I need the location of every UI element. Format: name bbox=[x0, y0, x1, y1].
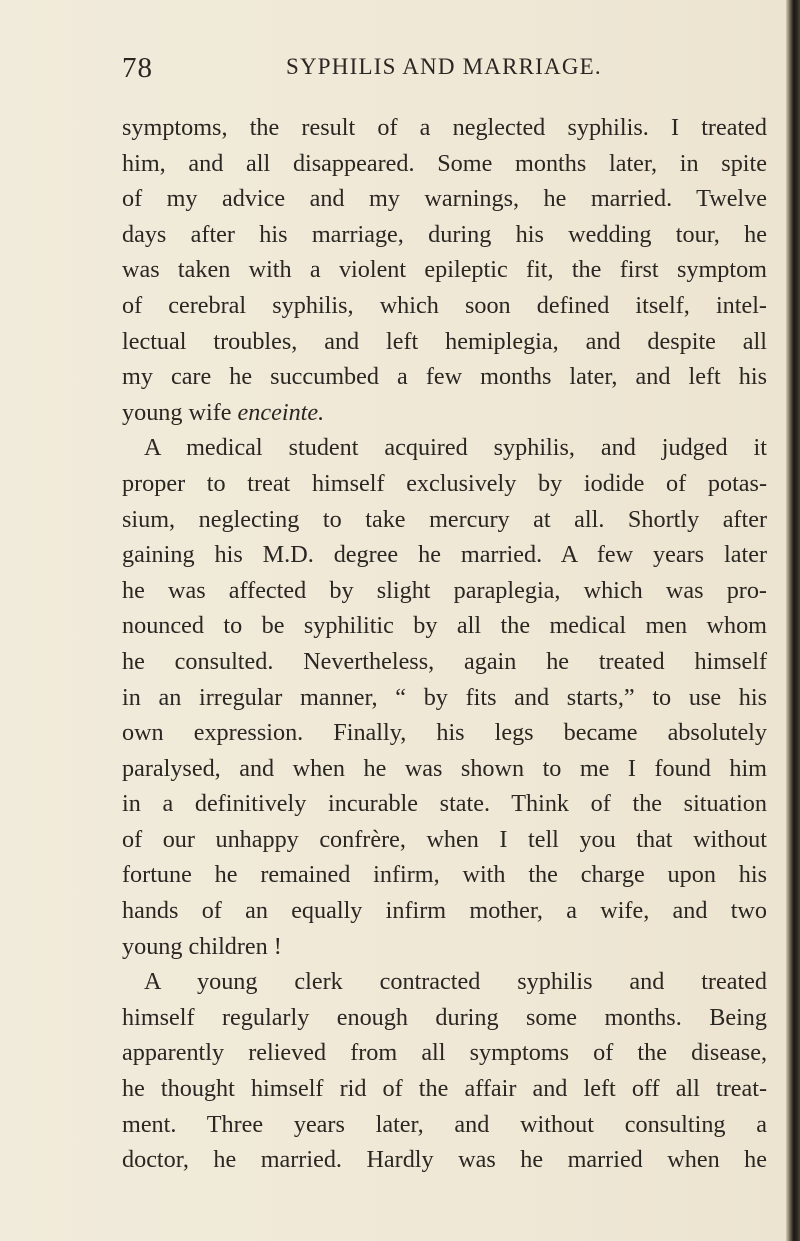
text-line-paragraph-end: young children ! bbox=[122, 932, 282, 960]
text-line: of my advice and my warnings, he married. Twelve bbox=[122, 185, 767, 213]
body-text bbox=[122, 110, 767, 1178]
text-line-paragraph-end bbox=[122, 395, 767, 431]
text-line: nounced to be syphilitic by all the medical men whom bbox=[122, 612, 767, 640]
text-line: he thought himself rid of the affair and left off all treat- bbox=[122, 1075, 767, 1103]
text-line: A medical student acquired syphilis, and judged it bbox=[144, 434, 767, 462]
text-line-lead: young wife bbox=[122, 398, 238, 426]
page-number: 78 bbox=[122, 52, 153, 84]
text-line: he was affected by slight paraplegia, which was pro- bbox=[122, 576, 767, 604]
text-line: my care he succumbed a few months later, and left his bbox=[122, 363, 767, 391]
text-line: sium, neglecting to take mercury at all. Shortly after bbox=[122, 505, 767, 533]
text-line: lectual troubles, and left hemiplegia, and despite all bbox=[122, 327, 767, 355]
text-line: days after his marriage, during his wedding tour, he bbox=[122, 220, 767, 248]
running-title: SYPHILIS AND MARRIAGE. bbox=[286, 54, 602, 79]
text-line: doctor, he married. Hardly was he married when he bbox=[122, 1146, 767, 1174]
text-line: proper to treat himself exclusively by iodide of potas- bbox=[122, 469, 767, 497]
text-line: he consulted. Nevertheless, again he treated himself bbox=[122, 647, 767, 675]
text-line: paralysed, and when he was shown to me I found him bbox=[122, 754, 767, 782]
text-line: ment. Three years later, and without consulting a bbox=[122, 1110, 767, 1138]
text-line: apparently relieved from all symptoms of the disease, bbox=[122, 1039, 767, 1067]
text-line: fortune he remained infirm, with the charge upon his bbox=[122, 861, 767, 889]
text-line: of our unhappy confrère, when I tell you that without bbox=[122, 825, 767, 853]
text-line: himself regularly enough during some months. Being bbox=[122, 1003, 767, 1031]
text-line: hands of an equally infirm mother, a wife, and two bbox=[122, 897, 767, 925]
text-line: in an irregular manner, “ by fits and starts,” to use his bbox=[122, 683, 767, 711]
text-line: symptoms, the result of a neglected syphilis. I treated bbox=[122, 114, 767, 141]
page-binding-edge bbox=[786, 0, 800, 1241]
italic-phrase: enceinte. bbox=[237, 398, 325, 426]
text-line: own expression. Finally, his legs became absolutely bbox=[122, 719, 767, 747]
text-line: in a definitively incurable state. Think of the situation bbox=[122, 790, 767, 818]
text-line: A young clerk contracted syphilis and treated bbox=[144, 968, 767, 996]
text-line: of cerebral syphilis, which soon defined itself, intel- bbox=[122, 291, 767, 319]
text-line: gaining his M.D. degree he married. A few years later bbox=[122, 541, 767, 569]
text-line: was taken with a violent epileptic fit, the first symptom bbox=[122, 256, 767, 284]
text-line: him, and all disappeared. Some months later, in spite bbox=[122, 149, 767, 177]
running-head bbox=[122, 52, 762, 88]
